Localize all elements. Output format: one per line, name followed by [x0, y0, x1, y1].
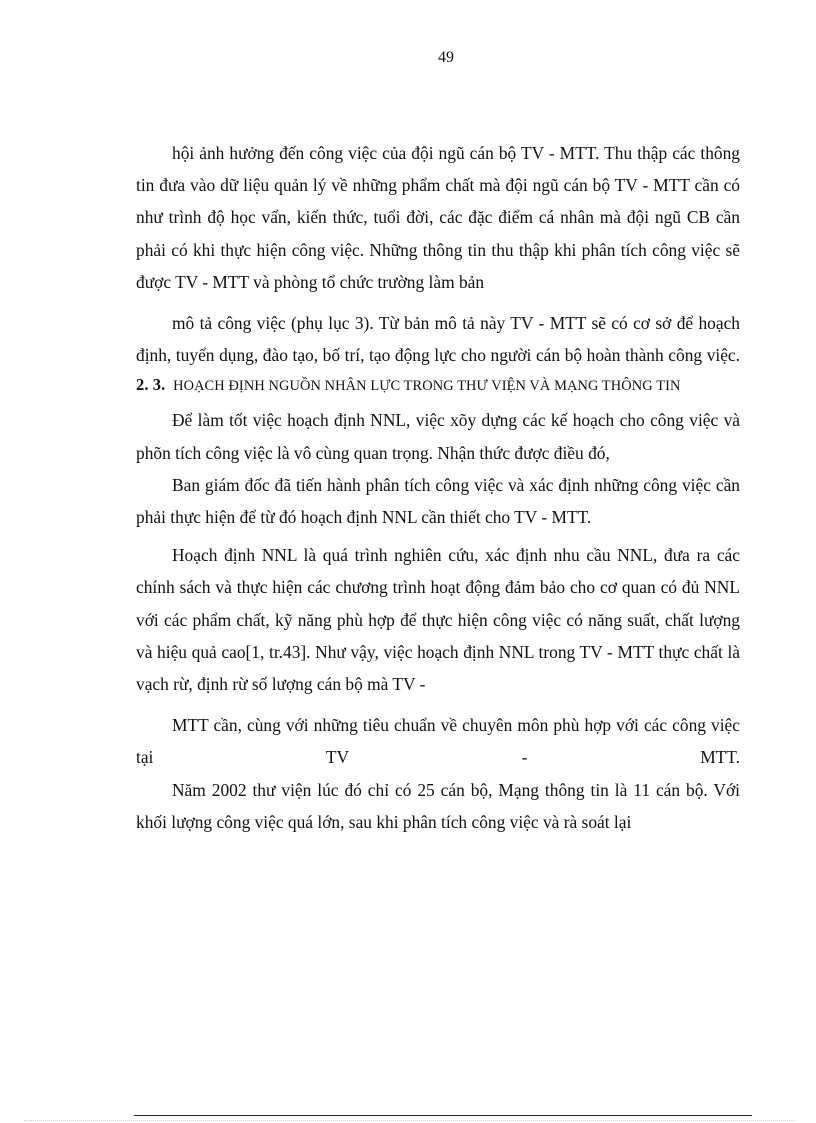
- paragraph-3: Để làm tốt việc hoạch định NNL, việc xõy dựng các kế hoạch cho công việc và phõn tích công việc là vô cùng quan trọng. Nhận thức được điều đó,: [136, 410, 740, 463]
- section-number: 2. 3.: [136, 375, 166, 395]
- paragraph-6: MTT cần, cùng với những tiêu chuẩn về chuyên môn phù hợp với các công việc tại TV - MTT.: [136, 715, 740, 768]
- paragraph-4: Ban giám đốc đã tiến hành phân tích công việc và xác định những công việc cần phải thực hiện để từ đó hoạch định NNL cần thiết cho TV - MTT.: [136, 474, 740, 528]
- paragraph-5: Hoạch định NNL là quá trình nghiên cứu, xác định nhu cầu NNL, đưa ra các chính sách và thực hiện các chương trình hoạt động đảm bảo cho cơ quan có đủ NNL với các phẩm chất, kỹ năng phù hợp để thực hiện công việc có năng suất, chất lượng và hiệu quả cao[1, tr.43]. Như vậy, việc hoạch định NNL trong TV - MTT thực chất là vạch rừ, định rừ số lượng cán bộ mà TV -: [136, 545, 740, 695]
- page-number: 49: [438, 49, 454, 66]
- document-body: [136, 137, 740, 838]
- page-edge-dots: [24, 1120, 794, 1121]
- footer-rule: [134, 1115, 752, 1116]
- paragraph-1: hội ảnh hưởng đến công việc của đội ngũ cán bộ TV - MTT. Thu thập các thông tin đưa vào dữ liệu quản lý về những phẩm chất mà đội ngũ cán bộ TV - MTT cần có như trình độ học vấn, kiến thức, tuổi đời, các đặc điểm cá nhân mà đội ngũ CB cần phải có khi thực hiện công việc. Những thông tin thu thập khi phân tích công việc sẽ được TV - MTT và phòng tổ chức trường làm bản: [136, 143, 740, 292]
- paragraph-7: Năm 2002 thư viện lúc đó chỉ có 25 cán bộ, Mạng thông tin là 11 cán bộ. Với khối lượng công việc quá lớn, sau khi phân tích công việc và rà soát lại: [136, 779, 740, 832]
- paragraph-2: mô tả công việc (phụ lục 3). Từ bản mô tả này TV - MTT sẽ có cơ sở để hoạch định, tuyển dụng, đào tạo, bố trí, tạo động lực cho người cán bộ hoàn thành công việc.: [136, 313, 740, 366]
- section-heading: [136, 371, 740, 400]
- section-title: HOẠCH ĐỊNH NGUỒN NHÂN LỰC TRONG THƯ VIỆN VÀ MẠNG THÔNG TIN: [173, 378, 681, 395]
